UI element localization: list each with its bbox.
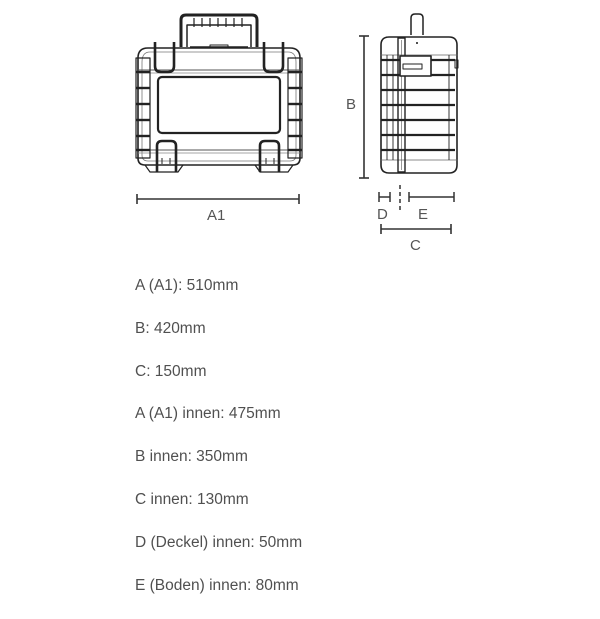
label-d: D [377,206,388,223]
dimension-line-a1 [137,194,299,204]
dimension-line-e [409,192,454,202]
spec-lid-depth: D (Deckel) innen: 50mm [135,533,303,551]
spec-outer-depth: C: 150mm [135,362,207,380]
spec-inner-height: B innen: 350mm [135,448,248,466]
case-front-view [136,15,302,172]
dimension-line-d [379,192,390,202]
case-side-view [380,14,458,173]
dimension-line-c [381,224,451,234]
spec-outer-height: B: 420mm [135,319,206,337]
spec-outer-length: A (A1): 510mm [135,277,239,294]
case-dimension-diagram [0,0,600,260]
label-e: E [418,206,429,223]
label-c: C [410,237,421,254]
dimension-spec-list [135,277,302,619]
label-a1: A1 [207,207,226,224]
label-b: B [346,96,357,113]
spec-inner-depth: C innen: 130mm [135,490,249,508]
spec-inner-length: A (A1) innen: 475mm [135,405,281,423]
dimension-line-b [359,36,369,178]
spec-base-depth: E (Boden) innen: 80mm [135,576,299,594]
